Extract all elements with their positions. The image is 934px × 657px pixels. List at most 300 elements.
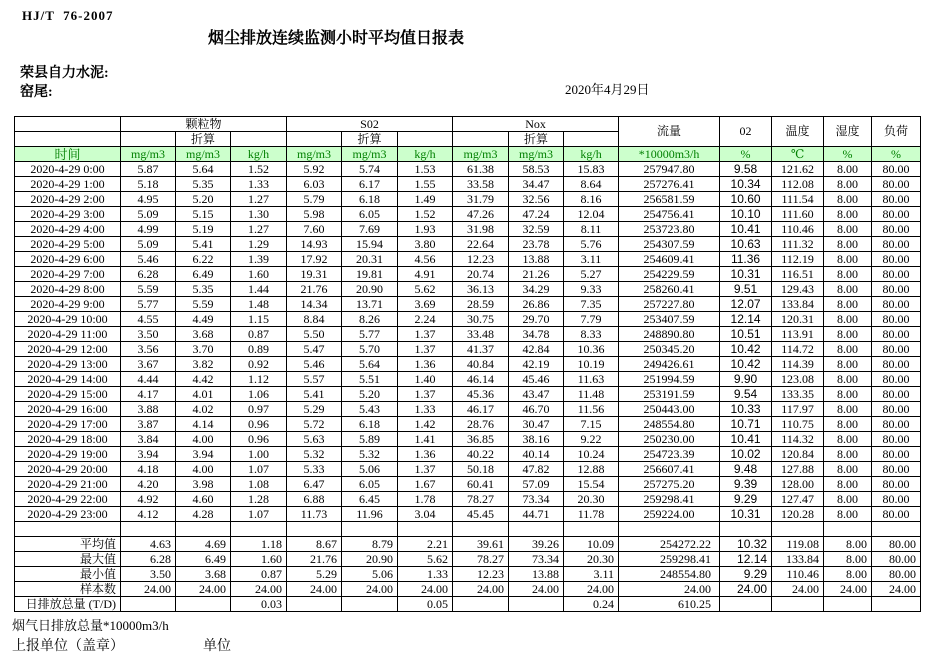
- cell: 253723.80: [619, 222, 720, 237]
- cell: 250443.00: [619, 402, 720, 417]
- cell: 31.79: [453, 192, 509, 207]
- cell: 8.00: [824, 237, 872, 252]
- cell: 9.48: [720, 462, 772, 477]
- cell: 112.08: [772, 177, 824, 192]
- cell: 20.30: [564, 552, 619, 567]
- cell: 8.00: [824, 417, 872, 432]
- cell: 7.60: [287, 222, 342, 237]
- cell: 7.35: [564, 297, 619, 312]
- cell: [720, 522, 772, 537]
- cell: 4.60: [176, 492, 231, 507]
- data-row-label: 2020-4-29 21:00: [15, 477, 121, 492]
- cell: 1.07: [231, 507, 287, 522]
- cell: 20.90: [342, 282, 398, 297]
- cell: 4.14: [176, 417, 231, 432]
- data-row-label: 2020-4-29 22:00: [15, 492, 121, 507]
- cell: 1.18: [231, 537, 287, 552]
- blank-cell: [15, 132, 121, 147]
- cell: 28.76: [453, 417, 509, 432]
- data-row: [15, 162, 921, 177]
- cell: 10.24: [564, 447, 619, 462]
- cell: 11.96: [342, 507, 398, 522]
- cell: 133.35: [772, 387, 824, 402]
- cell: 5.46: [121, 252, 176, 267]
- cell: 24.00: [398, 582, 453, 597]
- cell: 251994.59: [619, 372, 720, 387]
- data-row: [15, 312, 921, 327]
- cell: 6.88: [287, 492, 342, 507]
- cell: 8.00: [824, 552, 872, 567]
- cell: 19.81: [342, 267, 398, 282]
- cell: 80.00: [872, 342, 921, 357]
- cell: 8.00: [824, 282, 872, 297]
- cell: 5.20: [342, 387, 398, 402]
- cell: 1.39: [231, 252, 287, 267]
- unit-cell: mg/m3: [453, 147, 509, 162]
- cell: 4.02: [176, 402, 231, 417]
- cell: 4.49: [176, 312, 231, 327]
- cell: 258260.41: [619, 282, 720, 297]
- cell: 11.48: [564, 387, 619, 402]
- data-row-label: 2020-4-29 11:00: [15, 327, 121, 342]
- time-header: 时间: [15, 147, 121, 162]
- data-row: [15, 297, 921, 312]
- cell: 111.32: [772, 237, 824, 252]
- cell: 24.00: [872, 582, 921, 597]
- cell: 4.92: [121, 492, 176, 507]
- cell: 23.78: [509, 237, 564, 252]
- cell: 80.00: [872, 327, 921, 342]
- cell: 20.90: [342, 552, 398, 567]
- cell: 1.30: [231, 207, 287, 222]
- cell: 259298.41: [619, 552, 720, 567]
- cell: 5.29: [287, 402, 342, 417]
- cell: 112.19: [772, 252, 824, 267]
- cell: 1.48: [231, 297, 287, 312]
- cell: 4.95: [121, 192, 176, 207]
- data-row-label: 2020-4-29 20:00: [15, 462, 121, 477]
- cell: 4.99: [121, 222, 176, 237]
- cell: 17.92: [287, 252, 342, 267]
- cell: 1.27: [231, 222, 287, 237]
- cell: 11.56: [564, 402, 619, 417]
- cell: 1.49: [398, 192, 453, 207]
- cell: 4.12: [121, 507, 176, 522]
- cell: 80.00: [872, 372, 921, 387]
- cell: 8.00: [824, 537, 872, 552]
- cell: 254609.41: [619, 252, 720, 267]
- cell: 80.00: [872, 192, 921, 207]
- cell: 24.00: [231, 582, 287, 597]
- cell: 80.00: [872, 552, 921, 567]
- cell: 21.26: [509, 267, 564, 282]
- converted-label: 折算: [176, 132, 231, 147]
- cell: 80.00: [872, 417, 921, 432]
- cell: 1.37: [398, 387, 453, 402]
- cell: 254756.41: [619, 207, 720, 222]
- cell: 5.87: [121, 162, 176, 177]
- blank-cell: [453, 132, 509, 147]
- cell: 10.33: [720, 402, 772, 417]
- cell: 4.69: [176, 537, 231, 552]
- cell: 8.00: [824, 387, 872, 402]
- cell: 114.72: [772, 342, 824, 357]
- cell: 34.29: [509, 282, 564, 297]
- cell: 80.00: [872, 402, 921, 417]
- unit-cell: mg/m3: [342, 147, 398, 162]
- cell: 80.00: [872, 312, 921, 327]
- cell: 4.56: [398, 252, 453, 267]
- cell: 1.37: [398, 342, 453, 357]
- cell: 6.17: [342, 177, 398, 192]
- cell: 5.59: [176, 297, 231, 312]
- summary-row: [15, 567, 921, 582]
- summary-row-label: 最小值: [15, 567, 121, 582]
- cell: 257276.41: [619, 177, 720, 192]
- unit-cell: %: [720, 147, 772, 162]
- header-o2: 02: [720, 117, 772, 147]
- data-row: [15, 417, 921, 432]
- cell: 24.00: [824, 582, 872, 597]
- cell: 80.00: [872, 162, 921, 177]
- cell: 128.00: [772, 477, 824, 492]
- cell: 12.23: [453, 252, 509, 267]
- cell: 30.47: [509, 417, 564, 432]
- cell: 12.23: [453, 567, 509, 582]
- cell: 1.52: [398, 207, 453, 222]
- cell: 26.86: [509, 297, 564, 312]
- cell: 33.48: [453, 327, 509, 342]
- cell: 1.28: [231, 492, 287, 507]
- data-row-label: 2020-4-29 16:00: [15, 402, 121, 417]
- cell: 80.00: [872, 462, 921, 477]
- cell: [287, 522, 342, 537]
- cell: 4.20: [121, 477, 176, 492]
- cell: 24.00: [287, 582, 342, 597]
- cell: 40.84: [453, 357, 509, 372]
- cell: 45.46: [509, 372, 564, 387]
- cell: 80.00: [872, 492, 921, 507]
- cell: 4.00: [176, 432, 231, 447]
- data-row: [15, 387, 921, 402]
- cell: 3.67: [121, 357, 176, 372]
- cell: 5.70: [342, 342, 398, 357]
- cell: 1.44: [231, 282, 287, 297]
- cell: 40.14: [509, 447, 564, 462]
- cell: 0.05: [398, 597, 453, 612]
- cell: 1.52: [231, 162, 287, 177]
- cell: 4.63: [121, 537, 176, 552]
- blank-cell: [398, 132, 453, 147]
- cell: 9.58: [720, 162, 772, 177]
- cell: 5.09: [121, 237, 176, 252]
- cell: 6.22: [176, 252, 231, 267]
- cell: 78.27: [453, 492, 509, 507]
- cell: 47.82: [509, 462, 564, 477]
- cell: 80.00: [872, 222, 921, 237]
- unit-cell: mg/m3: [509, 147, 564, 162]
- cell: 1.27: [231, 192, 287, 207]
- cell: 1.40: [398, 372, 453, 387]
- cell: 9.29: [720, 567, 772, 582]
- cell: 5.19: [176, 222, 231, 237]
- cell: 3.94: [176, 447, 231, 462]
- cell: 5.06: [342, 567, 398, 582]
- data-row: [15, 492, 921, 507]
- cell: 259298.41: [619, 492, 720, 507]
- data-row: [15, 252, 921, 267]
- cell: 3.68: [176, 327, 231, 342]
- cell: 114.32: [772, 432, 824, 447]
- cell: 80.00: [872, 567, 921, 582]
- cell: 12.14: [720, 312, 772, 327]
- cell: 256607.41: [619, 462, 720, 477]
- cell: 1.33: [398, 402, 453, 417]
- cell: 133.84: [772, 552, 824, 567]
- data-row: [15, 327, 921, 342]
- cell: [176, 597, 231, 612]
- data-row-label: 2020-4-29 2:00: [15, 192, 121, 207]
- cell: 3.87: [121, 417, 176, 432]
- cell: 6.47: [287, 477, 342, 492]
- blank-cell: [121, 132, 176, 147]
- spacer-row-label: [15, 522, 121, 537]
- cell: 254272.22: [619, 537, 720, 552]
- cell: 5.20: [176, 192, 231, 207]
- page-title: 烟尘排放连续监测小时平均值日报表: [208, 30, 465, 47]
- cell: 3.88: [121, 402, 176, 417]
- cell: 3.56: [121, 342, 176, 357]
- cell: 6.45: [342, 492, 398, 507]
- cell: 133.84: [772, 297, 824, 312]
- cell: 5.35: [176, 282, 231, 297]
- cell: 42.84: [509, 342, 564, 357]
- cell: 6.18: [342, 417, 398, 432]
- cell: 248554.80: [619, 567, 720, 582]
- cell: 10.42: [720, 357, 772, 372]
- cell: 43.47: [509, 387, 564, 402]
- cell: 4.28: [176, 507, 231, 522]
- cell: 0.87: [231, 567, 287, 582]
- cell: 1.15: [231, 312, 287, 327]
- cell: 10.02: [720, 447, 772, 462]
- cell: 3.70: [176, 342, 231, 357]
- cell: 12.88: [564, 462, 619, 477]
- cell: 24.00: [720, 582, 772, 597]
- cell: 117.97: [772, 402, 824, 417]
- cell: 8.00: [824, 492, 872, 507]
- cell: 1.33: [398, 567, 453, 582]
- cell: [342, 597, 398, 612]
- cell: 1.53: [398, 162, 453, 177]
- cell: 8.00: [824, 507, 872, 522]
- cell: 121.62: [772, 162, 824, 177]
- data-row-label: 2020-4-29 8:00: [15, 282, 121, 297]
- cell: 36.85: [453, 432, 509, 447]
- cell: 13.88: [509, 252, 564, 267]
- data-row: [15, 342, 921, 357]
- cell: 254229.59: [619, 267, 720, 282]
- cell: 15.83: [564, 162, 619, 177]
- cell: 80.00: [872, 507, 921, 522]
- cell: 80.00: [872, 207, 921, 222]
- cell: 80.00: [872, 177, 921, 192]
- cell: 1.08: [231, 477, 287, 492]
- cell: 254307.59: [619, 237, 720, 252]
- data-row: [15, 447, 921, 462]
- cell: [619, 522, 720, 537]
- cell: 3.50: [121, 327, 176, 342]
- cell: 60.41: [453, 477, 509, 492]
- cell: 3.50: [121, 567, 176, 582]
- data-row: [15, 207, 921, 222]
- cell: 24.00: [772, 582, 824, 597]
- spacer-row: [15, 522, 921, 537]
- cell: 12.14: [720, 552, 772, 567]
- cell: [772, 522, 824, 537]
- cell: 8.00: [824, 162, 872, 177]
- cell: 3.80: [398, 237, 453, 252]
- cell: 248554.80: [619, 417, 720, 432]
- cell: 36.13: [453, 282, 509, 297]
- cell: 78.27: [453, 552, 509, 567]
- cell: 13.71: [342, 297, 398, 312]
- cell: 29.70: [509, 312, 564, 327]
- cell: [453, 522, 509, 537]
- cell: 4.17: [121, 387, 176, 402]
- converted-label: 折算: [342, 132, 398, 147]
- unit-label: 单位: [203, 639, 231, 654]
- cell: 11.36: [720, 252, 772, 267]
- cell: 9.22: [564, 432, 619, 447]
- cell: 113.91: [772, 327, 824, 342]
- group-particulate: 颗粒物: [121, 117, 287, 132]
- cell: 6.18: [342, 192, 398, 207]
- data-row: [15, 267, 921, 282]
- cell: 8.00: [824, 222, 872, 237]
- cell: 1.37: [398, 327, 453, 342]
- cell: 24.00: [509, 582, 564, 597]
- cell: 14.93: [287, 237, 342, 252]
- cell: 111.60: [772, 207, 824, 222]
- data-row-label: 2020-4-29 4:00: [15, 222, 121, 237]
- cell: 7.15: [564, 417, 619, 432]
- cell: 8.00: [824, 477, 872, 492]
- cell: 5.32: [287, 447, 342, 462]
- cell: 3.11: [564, 567, 619, 582]
- header-humidity: 湿度: [824, 117, 872, 147]
- header-flow: 流量: [619, 117, 720, 147]
- cell: 110.46: [772, 222, 824, 237]
- cell: 10.41: [720, 432, 772, 447]
- cell: [231, 522, 287, 537]
- cell: 61.38: [453, 162, 509, 177]
- data-row-label: 2020-4-29 9:00: [15, 297, 121, 312]
- cell: 8.64: [564, 177, 619, 192]
- cell: 40.22: [453, 447, 509, 462]
- cell: 0.96: [231, 417, 287, 432]
- cell: 6.05: [342, 207, 398, 222]
- cell: 80.00: [872, 297, 921, 312]
- cell: 38.16: [509, 432, 564, 447]
- cell: 8.00: [824, 567, 872, 582]
- flue-gas-total-note: 烟气日排放总量*10000m3/h: [12, 618, 169, 633]
- cell: 5.06: [342, 462, 398, 477]
- cell: 0.24: [564, 597, 619, 612]
- cell: 250345.20: [619, 342, 720, 357]
- cell: 19.31: [287, 267, 342, 282]
- data-row-label: 2020-4-29 7:00: [15, 267, 121, 282]
- cell: 8.00: [824, 207, 872, 222]
- cell: 44.71: [509, 507, 564, 522]
- cell: 80.00: [872, 537, 921, 552]
- cell: 8.00: [824, 357, 872, 372]
- cell: 6.05: [342, 477, 398, 492]
- cell: 120.84: [772, 447, 824, 462]
- cell: [772, 597, 824, 612]
- cell: 8.84: [287, 312, 342, 327]
- summary-row: [15, 552, 921, 567]
- cell: 1.93: [398, 222, 453, 237]
- cell: 4.44: [121, 372, 176, 387]
- cell: 0.92: [231, 357, 287, 372]
- cell: 5.46: [287, 357, 342, 372]
- cell: 24.00: [342, 582, 398, 597]
- cell: 0.87: [231, 327, 287, 342]
- cell: 11.73: [287, 507, 342, 522]
- cell: 3.82: [176, 357, 231, 372]
- cell: [121, 522, 176, 537]
- cell: 46.14: [453, 372, 509, 387]
- data-row: [15, 282, 921, 297]
- cell: 80.00: [872, 477, 921, 492]
- data-row-label: 2020-4-29 3:00: [15, 207, 121, 222]
- data-row: [15, 402, 921, 417]
- cell: 8.16: [564, 192, 619, 207]
- cell: 111.54: [772, 192, 824, 207]
- cell: 1.41: [398, 432, 453, 447]
- blank-cell: [287, 132, 342, 147]
- data-row-label: 2020-4-29 15:00: [15, 387, 121, 402]
- cell: 5.92: [287, 162, 342, 177]
- group-nox: Nox: [453, 117, 619, 132]
- cell: 5.59: [121, 282, 176, 297]
- cell: 20.31: [342, 252, 398, 267]
- cell: 127.88: [772, 462, 824, 477]
- cell: 9.33: [564, 282, 619, 297]
- cell: 4.00: [176, 462, 231, 477]
- cell: 20.30: [564, 492, 619, 507]
- cell: 32.56: [509, 192, 564, 207]
- cell: 1.12: [231, 372, 287, 387]
- cell: 31.98: [453, 222, 509, 237]
- cell: 5.62: [398, 282, 453, 297]
- cell: 50.18: [453, 462, 509, 477]
- cell: 1.37: [398, 462, 453, 477]
- cell: 8.79: [342, 537, 398, 552]
- cell: 80.00: [872, 252, 921, 267]
- data-row-label: 2020-4-29 23:00: [15, 507, 121, 522]
- cell: 123.08: [772, 372, 824, 387]
- cell: 9.39: [720, 477, 772, 492]
- data-row: [15, 432, 921, 447]
- cell: 3.04: [398, 507, 453, 522]
- cell: 248890.80: [619, 327, 720, 342]
- cell: 9.29: [720, 492, 772, 507]
- location-label: 窑尾:: [20, 85, 53, 100]
- cell: [564, 522, 619, 537]
- cell: 10.60: [720, 192, 772, 207]
